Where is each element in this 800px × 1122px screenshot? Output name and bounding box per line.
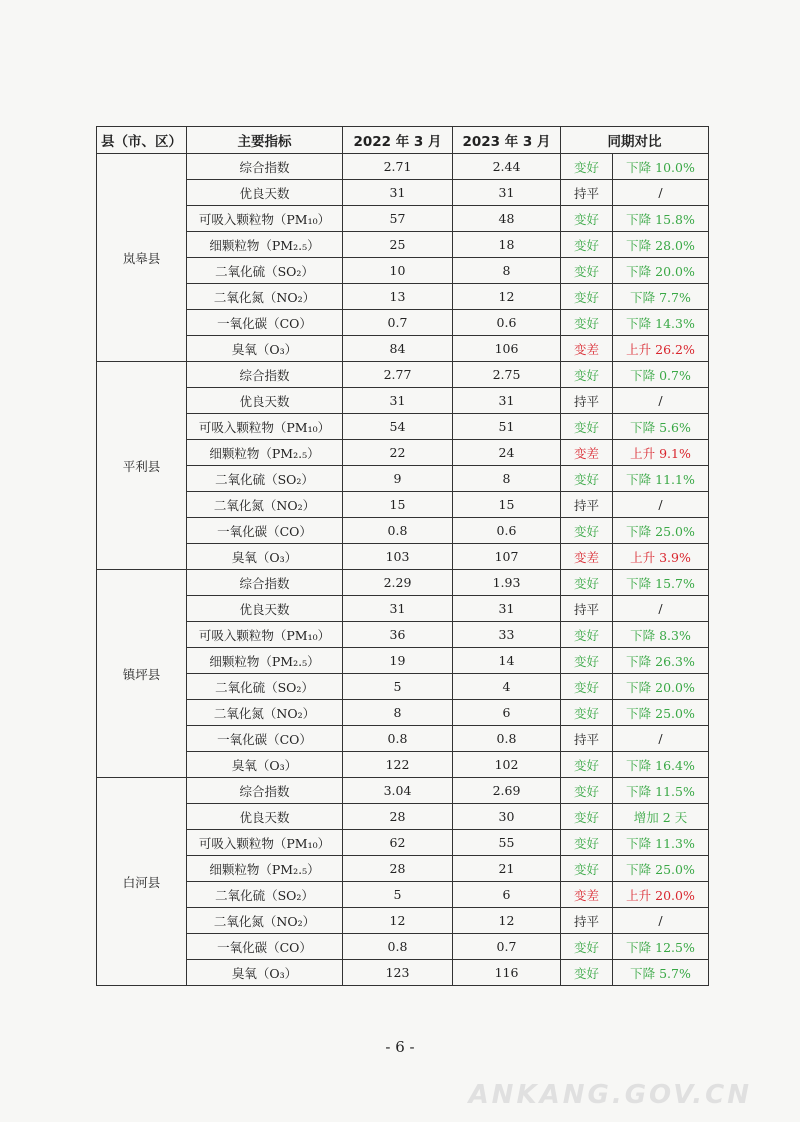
trend-cell: 变好 — [561, 960, 613, 986]
table-row — [97, 492, 709, 518]
indicator-cell: 可吸入颗粒物（PM₁₀） — [187, 830, 343, 856]
table-row — [97, 362, 709, 388]
change-detail-cell: 下降 25.0% — [613, 700, 709, 726]
value-2023-cell: 30 — [453, 804, 561, 830]
value-2022-cell: 31 — [343, 388, 453, 414]
table-row — [97, 934, 709, 960]
trend-cell: 持平 — [561, 726, 613, 752]
value-2023-cell: 2.75 — [453, 362, 561, 388]
value-2022-cell: 31 — [343, 596, 453, 622]
table-row — [97, 700, 709, 726]
header-indicator: 主要指标 — [187, 127, 343, 154]
trend-cell: 持平 — [561, 388, 613, 414]
change-detail-cell: 下降 10.0% — [613, 154, 709, 180]
change-detail-cell: 下降 28.0% — [613, 232, 709, 258]
indicator-cell: 细颗粒物（PM₂.₅） — [187, 232, 343, 258]
trend-cell: 变好 — [561, 284, 613, 310]
trend-cell: 变好 — [561, 258, 613, 284]
value-2023-cell: 102 — [453, 752, 561, 778]
value-2022-cell: 28 — [343, 804, 453, 830]
change-detail-cell: 下降 11.5% — [613, 778, 709, 804]
table-row — [97, 804, 709, 830]
site-watermark: ANKANG.GOV.CN — [468, 1080, 752, 1110]
table-row — [97, 180, 709, 206]
trend-cell: 持平 — [561, 596, 613, 622]
trend-cell: 变好 — [561, 206, 613, 232]
change-detail-cell: / — [613, 908, 709, 934]
value-2022-cell: 0.7 — [343, 310, 453, 336]
trend-cell: 变好 — [561, 648, 613, 674]
value-2022-cell: 22 — [343, 440, 453, 466]
table-row — [97, 752, 709, 778]
value-2023-cell: 8 — [453, 466, 561, 492]
value-2022-cell: 19 — [343, 648, 453, 674]
trend-cell: 变差 — [561, 544, 613, 570]
value-2023-cell: 51 — [453, 414, 561, 440]
value-2022-cell: 9 — [343, 466, 453, 492]
value-2022-cell: 57 — [343, 206, 453, 232]
header-comparison: 同期对比 — [561, 127, 709, 154]
trend-cell: 变好 — [561, 674, 613, 700]
value-2022-cell: 2.71 — [343, 154, 453, 180]
change-detail-cell: 下降 20.0% — [613, 258, 709, 284]
value-2023-cell: 14 — [453, 648, 561, 674]
table-row — [97, 154, 709, 180]
table-row — [97, 544, 709, 570]
value-2023-cell: 0.6 — [453, 518, 561, 544]
table-row — [97, 856, 709, 882]
indicator-cell: 优良天数 — [187, 388, 343, 414]
trend-cell: 变好 — [561, 154, 613, 180]
change-detail-cell: / — [613, 492, 709, 518]
indicator-cell: 二氧化氮（NO₂） — [187, 700, 343, 726]
trend-cell: 变好 — [561, 570, 613, 596]
county-name: 平利县 — [97, 362, 187, 570]
table-row — [97, 726, 709, 752]
indicator-cell: 综合指数 — [187, 570, 343, 596]
change-detail-cell: 上升 26.2% — [613, 336, 709, 362]
trend-cell: 变好 — [561, 414, 613, 440]
header-row — [97, 127, 709, 154]
indicator-cell: 优良天数 — [187, 180, 343, 206]
indicator-cell: 综合指数 — [187, 362, 343, 388]
table-row — [97, 414, 709, 440]
value-2022-cell: 15 — [343, 492, 453, 518]
change-detail-cell: 下降 15.7% — [613, 570, 709, 596]
change-detail-cell: 下降 16.4% — [613, 752, 709, 778]
trend-cell: 变好 — [561, 934, 613, 960]
page-number: - 6 - — [385, 1038, 415, 1056]
value-2022-cell: 123 — [343, 960, 453, 986]
indicator-cell: 二氧化硫（SO₂） — [187, 674, 343, 700]
value-2023-cell: 31 — [453, 596, 561, 622]
value-2023-cell: 33 — [453, 622, 561, 648]
indicator-cell: 优良天数 — [187, 804, 343, 830]
table-row — [97, 284, 709, 310]
value-2022-cell: 25 — [343, 232, 453, 258]
indicator-cell: 一氧化碳（CO） — [187, 726, 343, 752]
change-detail-cell: 上升 20.0% — [613, 882, 709, 908]
value-2022-cell: 62 — [343, 830, 453, 856]
header-2022: 2022 年 3 月 — [343, 127, 453, 154]
value-2023-cell: 15 — [453, 492, 561, 518]
change-detail-cell: / — [613, 388, 709, 414]
value-2022-cell: 12 — [343, 908, 453, 934]
table-row — [97, 830, 709, 856]
trend-cell: 变好 — [561, 232, 613, 258]
value-2022-cell: 3.04 — [343, 778, 453, 804]
value-2023-cell: 55 — [453, 830, 561, 856]
table-row — [97, 258, 709, 284]
value-2022-cell: 5 — [343, 882, 453, 908]
trend-cell: 变好 — [561, 830, 613, 856]
indicator-cell: 二氧化氮（NO₂） — [187, 492, 343, 518]
trend-cell: 变好 — [561, 622, 613, 648]
county-name: 镇坪县 — [97, 570, 187, 778]
value-2022-cell: 0.8 — [343, 726, 453, 752]
table-row — [97, 908, 709, 934]
value-2023-cell: 6 — [453, 882, 561, 908]
value-2023-cell: 6 — [453, 700, 561, 726]
value-2023-cell: 18 — [453, 232, 561, 258]
trend-cell: 变差 — [561, 440, 613, 466]
indicator-cell: 一氧化碳（CO） — [187, 934, 343, 960]
change-detail-cell: 增加 2 天 — [613, 804, 709, 830]
value-2023-cell: 48 — [453, 206, 561, 232]
table-row — [97, 648, 709, 674]
value-2022-cell: 84 — [343, 336, 453, 362]
value-2022-cell: 2.77 — [343, 362, 453, 388]
value-2022-cell: 103 — [343, 544, 453, 570]
value-2022-cell: 54 — [343, 414, 453, 440]
trend-cell: 变好 — [561, 518, 613, 544]
change-detail-cell: 下降 14.3% — [613, 310, 709, 336]
trend-cell: 变好 — [561, 700, 613, 726]
table-row — [97, 440, 709, 466]
trend-cell: 变好 — [561, 362, 613, 388]
change-detail-cell: 下降 5.7% — [613, 960, 709, 986]
indicator-cell: 综合指数 — [187, 154, 343, 180]
trend-cell: 持平 — [561, 180, 613, 206]
table-row — [97, 518, 709, 544]
indicator-cell: 二氧化硫（SO₂） — [187, 258, 343, 284]
value-2022-cell: 28 — [343, 856, 453, 882]
table-row — [97, 232, 709, 258]
value-2023-cell: 107 — [453, 544, 561, 570]
table-row — [97, 206, 709, 232]
value-2022-cell: 5 — [343, 674, 453, 700]
value-2022-cell: 8 — [343, 700, 453, 726]
table-row — [97, 596, 709, 622]
value-2023-cell: 24 — [453, 440, 561, 466]
change-detail-cell: 下降 15.8% — [613, 206, 709, 232]
value-2023-cell: 106 — [453, 336, 561, 362]
trend-cell: 变好 — [561, 466, 613, 492]
value-2023-cell: 2.44 — [453, 154, 561, 180]
indicator-cell: 细颗粒物（PM₂.₅） — [187, 440, 343, 466]
value-2022-cell: 0.8 — [343, 518, 453, 544]
table-row — [97, 778, 709, 804]
value-2022-cell: 122 — [343, 752, 453, 778]
trend-cell: 变好 — [561, 778, 613, 804]
trend-cell: 持平 — [561, 908, 613, 934]
indicator-cell: 臭氧（O₃） — [187, 544, 343, 570]
change-detail-cell: / — [613, 726, 709, 752]
trend-cell: 变好 — [561, 310, 613, 336]
value-2023-cell: 0.7 — [453, 934, 561, 960]
change-detail-cell: 下降 25.0% — [613, 518, 709, 544]
indicator-cell: 臭氧（O₃） — [187, 336, 343, 362]
indicator-cell: 优良天数 — [187, 596, 343, 622]
value-2023-cell: 8 — [453, 258, 561, 284]
trend-cell: 变差 — [561, 882, 613, 908]
change-detail-cell: 下降 20.0% — [613, 674, 709, 700]
indicator-cell: 二氧化氮（NO₂） — [187, 908, 343, 934]
header-2023: 2023 年 3 月 — [453, 127, 561, 154]
value-2023-cell: 12 — [453, 284, 561, 310]
value-2023-cell: 116 — [453, 960, 561, 986]
change-detail-cell: 下降 5.6% — [613, 414, 709, 440]
table-header — [97, 127, 709, 154]
value-2022-cell: 31 — [343, 180, 453, 206]
value-2023-cell: 31 — [453, 180, 561, 206]
trend-cell: 变差 — [561, 336, 613, 362]
indicator-cell: 二氧化硫（SO₂） — [187, 882, 343, 908]
value-2023-cell: 1.93 — [453, 570, 561, 596]
change-detail-cell: 下降 12.5% — [613, 934, 709, 960]
table-row — [97, 960, 709, 986]
change-detail-cell: / — [613, 180, 709, 206]
air-quality-table — [96, 126, 709, 986]
indicator-cell: 一氧化碳（CO） — [187, 310, 343, 336]
header-county: 县（市、区） — [97, 127, 187, 154]
table-row — [97, 570, 709, 596]
change-detail-cell: 下降 25.0% — [613, 856, 709, 882]
indicator-cell: 可吸入颗粒物（PM₁₀） — [187, 622, 343, 648]
indicator-cell: 臭氧（O₃） — [187, 752, 343, 778]
value-2022-cell: 2.29 — [343, 570, 453, 596]
value-2023-cell: 4 — [453, 674, 561, 700]
change-detail-cell: 下降 8.3% — [613, 622, 709, 648]
indicator-cell: 二氧化氮（NO₂） — [187, 284, 343, 310]
value-2022-cell: 36 — [343, 622, 453, 648]
trend-cell: 变好 — [561, 856, 613, 882]
table-row — [97, 336, 709, 362]
value-2023-cell: 0.8 — [453, 726, 561, 752]
table-row — [97, 310, 709, 336]
trend-cell: 变好 — [561, 752, 613, 778]
value-2022-cell: 13 — [343, 284, 453, 310]
value-2022-cell: 0.8 — [343, 934, 453, 960]
change-detail-cell: 下降 11.1% — [613, 466, 709, 492]
trend-cell: 持平 — [561, 492, 613, 518]
value-2023-cell: 12 — [453, 908, 561, 934]
change-detail-cell: 下降 26.3% — [613, 648, 709, 674]
indicator-cell: 可吸入颗粒物（PM₁₀） — [187, 414, 343, 440]
table-row — [97, 466, 709, 492]
indicator-cell: 二氧化硫（SO₂） — [187, 466, 343, 492]
value-2023-cell: 0.6 — [453, 310, 561, 336]
indicator-cell: 综合指数 — [187, 778, 343, 804]
table-row — [97, 674, 709, 700]
table-row — [97, 388, 709, 414]
indicator-cell: 细颗粒物（PM₂.₅） — [187, 856, 343, 882]
value-2022-cell: 10 — [343, 258, 453, 284]
change-detail-cell: 上升 3.9% — [613, 544, 709, 570]
table-row — [97, 882, 709, 908]
change-detail-cell: 下降 11.3% — [613, 830, 709, 856]
indicator-cell: 细颗粒物（PM₂.₅） — [187, 648, 343, 674]
county-name: 岚皋县 — [97, 154, 187, 362]
change-detail-cell: / — [613, 596, 709, 622]
indicator-cell: 臭氧（O₃） — [187, 960, 343, 986]
value-2023-cell: 31 — [453, 388, 561, 414]
indicator-cell: 一氧化碳（CO） — [187, 518, 343, 544]
table-row — [97, 622, 709, 648]
change-detail-cell: 下降 7.7% — [613, 284, 709, 310]
county-name: 白河县 — [97, 778, 187, 986]
indicator-cell: 可吸入颗粒物（PM₁₀） — [187, 206, 343, 232]
table-body — [97, 154, 709, 986]
value-2023-cell: 2.69 — [453, 778, 561, 804]
trend-cell: 变好 — [561, 804, 613, 830]
change-detail-cell: 上升 9.1% — [613, 440, 709, 466]
change-detail-cell: 下降 0.7% — [613, 362, 709, 388]
value-2023-cell: 21 — [453, 856, 561, 882]
